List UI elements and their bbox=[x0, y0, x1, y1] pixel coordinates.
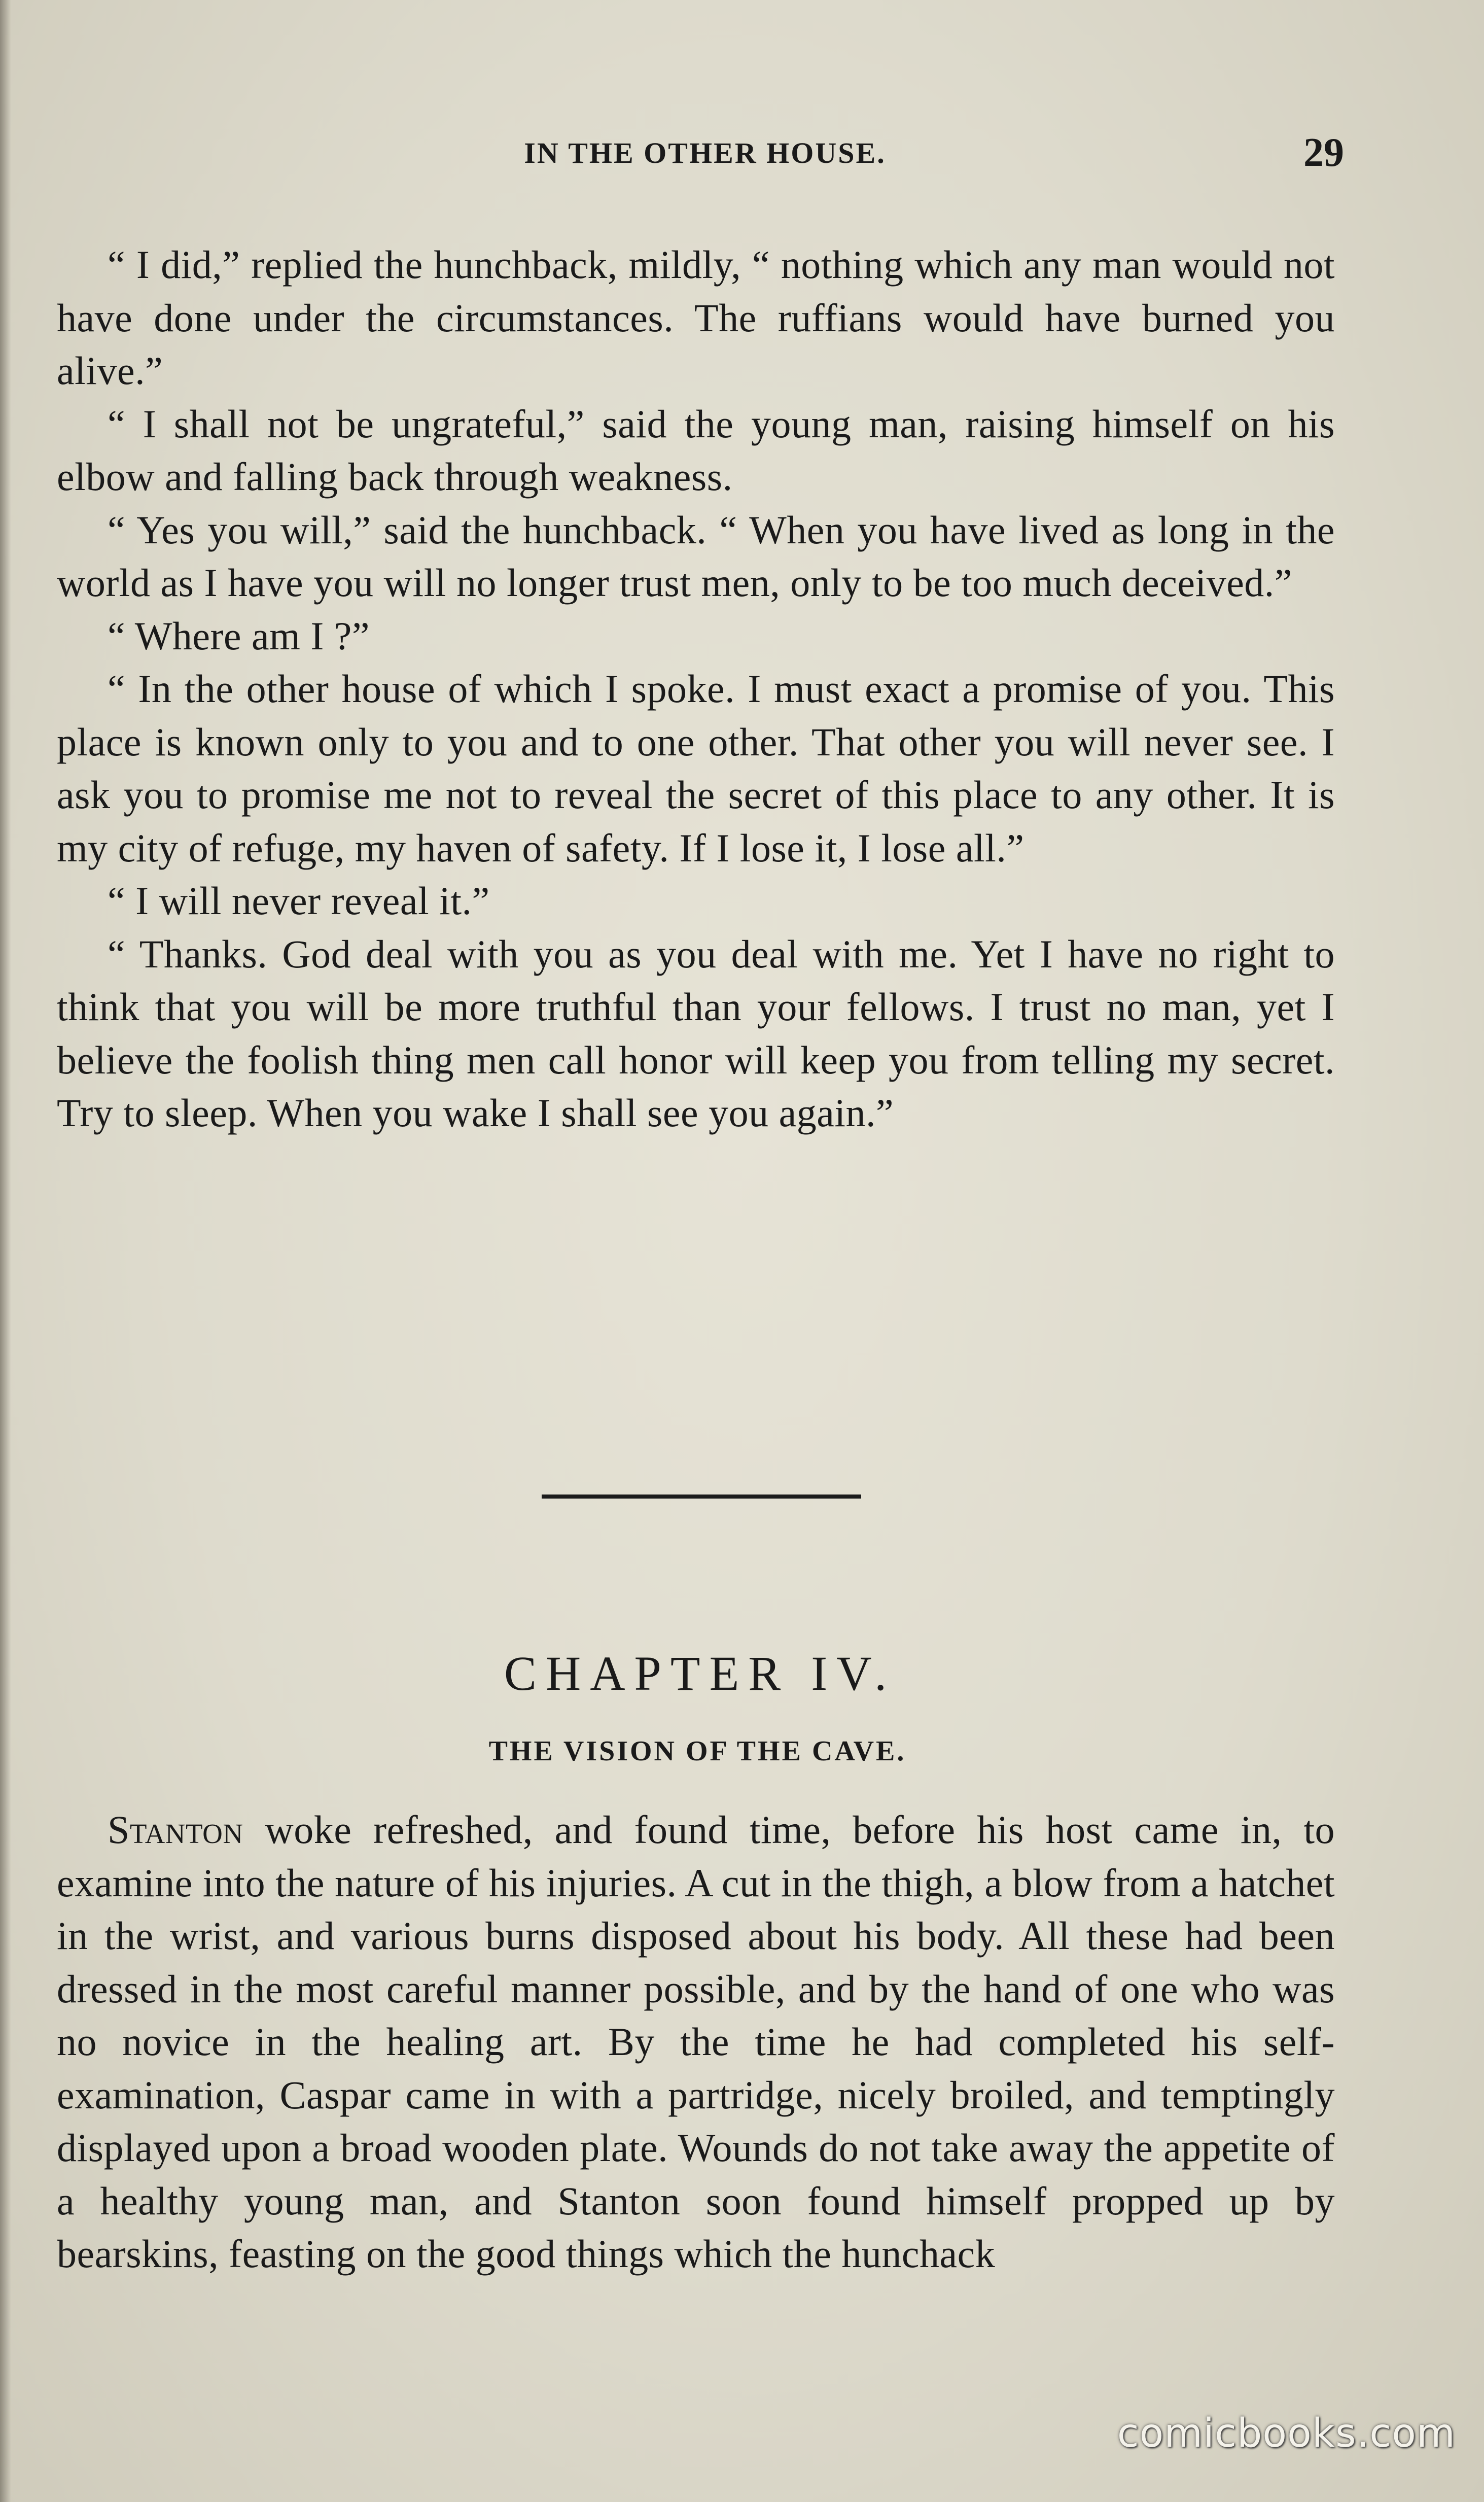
chapter-subtitle: THE VISION OF THE CAVE. bbox=[488, 1735, 906, 1767]
paragraph: “ Yes you will,” said the hunchback. “ When you have lived as long in the world as I have you will no longer trust men, only to be too much deceived.” bbox=[57, 507, 1335, 605]
dialogue-section bbox=[57, 238, 1335, 1140]
paragraph: “ I did,” replied the hunchback, mildly, “ nothing which any man would not have done under the circumstances. The ruffians would have burned you alive.” bbox=[57, 242, 1335, 393]
paragraph: “ I shall not be ungrateful,” said the young man, raising himself on his elbow and falling back through weakness. bbox=[57, 401, 1335, 499]
page-edge-shadow bbox=[0, 0, 11, 2502]
watermark-text: comicbooks.com bbox=[1117, 2411, 1456, 2456]
chapter-first-word: Stanton bbox=[108, 1808, 243, 1852]
paragraph: “ Thanks. God deal with you as you deal with me. Yet I have no right to think that you will be more truthful than your fellows. I trust no man, yet I believe the foolish thing men call honor will keep you from telling my secret. Try to sleep. When you wake I shall see you again.” bbox=[57, 931, 1335, 1135]
running-header-title: IN THE OTHER HOUSE. bbox=[524, 136, 886, 169]
chapter-opening-section bbox=[57, 1803, 1335, 2281]
chapter-heading: CHAPTER IV. bbox=[504, 1646, 896, 1700]
page-number: 29 bbox=[1303, 130, 1344, 175]
paragraph: “ I will never reveal it.” bbox=[108, 879, 490, 923]
chapter-paragraph-text: woke refreshed, and found time, before his host came in, to examine into the nature of his injuries. A cut in the thigh, a blow from a hatchet in the wrist, and various burns disposed about his body. All these had been dressed in the most careful manner possible, and by the hand of one who was no novice in the healing art. By the time he had completed his self-examination, Caspar came in with a partridge, nicely broiled, and temptingly displayed upon a broad wooden plate. Wounds do not take away the appetite of a healthy young man, and Stanton soon found himself propped up by bearskins, feasting on the good things which the hunchack bbox=[57, 1808, 1335, 2276]
chapter-first-paragraph bbox=[57, 1803, 1335, 2281]
section-divider-rule bbox=[542, 1495, 861, 1499]
paragraph: “ In the other house of which I spoke. I must exact a promise of you. This place is known only to you and to one other. That other you will never see. I ask you to promise me not to reveal the secret of this place to any other. It is my city of refuge, my haven of safety. If I lose it, I lose all.” bbox=[57, 667, 1335, 870]
paragraph: “ Where am I ?” bbox=[108, 613, 370, 658]
